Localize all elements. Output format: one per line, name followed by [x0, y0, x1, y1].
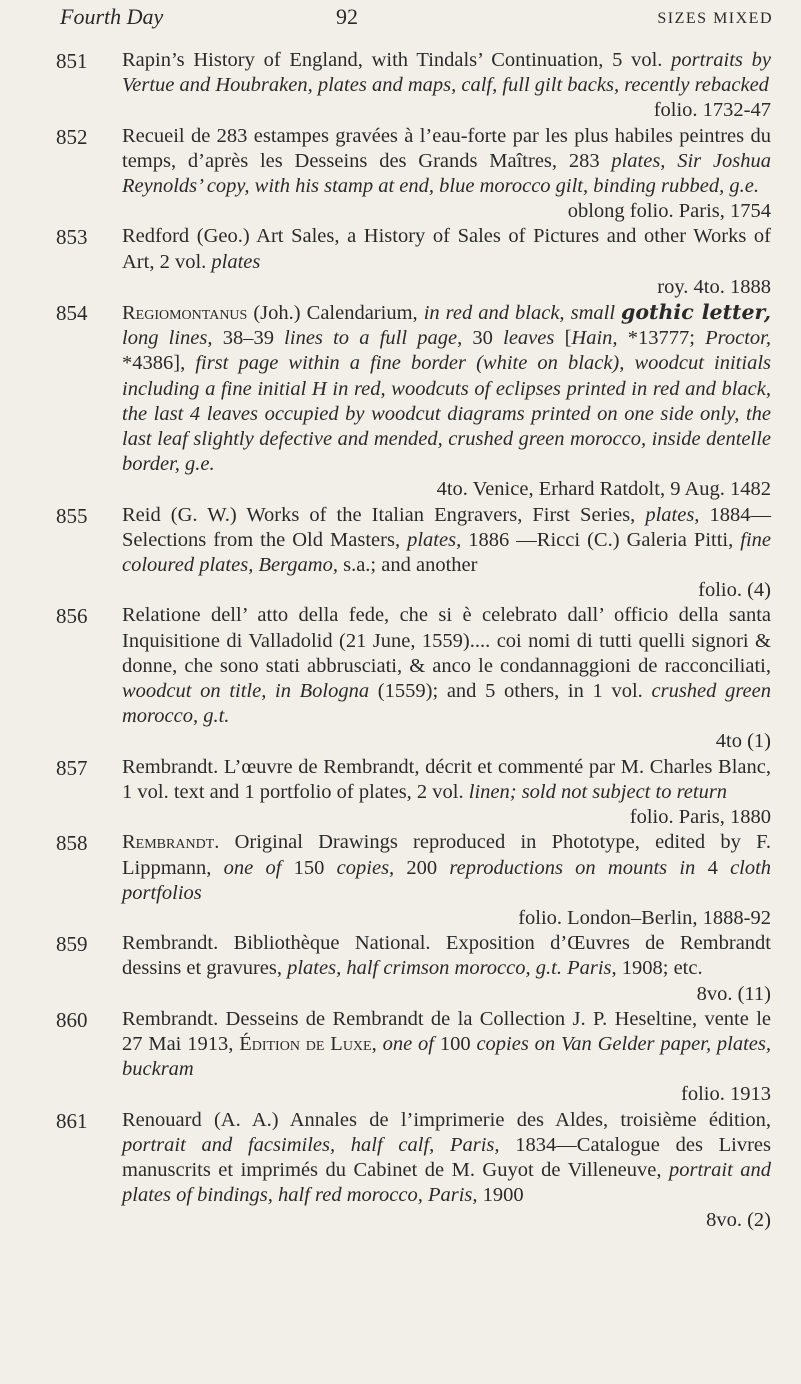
lot-text-segment: copies,: [336, 856, 407, 879]
lot-text-segment: plates,: [645, 503, 710, 526]
lot-description: [122, 603, 771, 754]
lot-text-segment: Rembrandt. L’œuvre de Rembrandt, décrit et commenté par M. Charles Blanc, 1 vol. text and 1 portfolio of plates, 2 vol.: [122, 755, 771, 803]
lot-number: 859: [56, 932, 88, 957]
lot-text-segment: portraits by Vertue and Houbraken, plates and maps, calf, full gilt backs, recently rebacked: [122, 49, 771, 97]
lot-text-segment: Relatione dell’ atto della fede, che si è celebrato dall’ officio della santa Inquisitione di Valladolid (21 June, 1559).... coi nomi di tutti quelli signori & donne, che sono stati abbrusciati, & anco le condannaggioni de racconciliati,: [122, 604, 771, 677]
lot-format-date: 8vo. (2): [706, 1209, 771, 1232]
lot-entry: [0, 1007, 801, 1108]
lot-text-segment: 1886 —Ricci (C.) Galeria Pitti,: [468, 528, 741, 551]
lot-text-segment: lines to a full page,: [284, 327, 473, 350]
lot-text-segment: (Joh.) Calendarium,: [247, 302, 424, 325]
lot-text-segment: Regiomontanus: [122, 302, 248, 325]
lot-number: 857: [56, 755, 88, 780]
lot-format-date: folio. 1732-47: [653, 99, 771, 122]
lot-format-date: oblong folio. Paris, 1754: [567, 200, 771, 223]
lot-number: 858: [56, 831, 88, 856]
lot-text-segment: crushed green morocco, g.t.: [122, 680, 771, 728]
lot-description: [122, 224, 771, 300]
lot-text-segment: in red and black, small: [423, 302, 622, 325]
lot-text-segment: Redford (Geo.) Art Sales, a History of Sales of Pictures and other Works of Art, 2 vol.: [122, 225, 771, 273]
lot-text-segment: *4386],: [122, 352, 196, 375]
running-head: [60, 4, 773, 36]
lot-text-segment: one of: [223, 856, 294, 879]
lot-text-segment: s.a.; and another: [343, 554, 478, 577]
lot-text-segment: copies on Van Gelder paper, plates, buckram: [122, 1032, 772, 1081]
lot-entry: [0, 603, 801, 754]
lot-text-segment: plates, half crimson morocco, g.t. Paris,: [287, 957, 622, 980]
lot-description: [122, 755, 771, 831]
lot-text-segment: portrait and facsimiles, half calf, Paris,: [122, 1133, 516, 1156]
lot-text-segment: first page within a fine border (white on black), woodcut initials including a fine initial H in red, woodcuts of eclipses printed in red and black, the last 4 leaves occupied by woodcut diagrams printed on one side only, the last leaf slightly defective and mended, crushed green morocco, inside dentelle border, g.e.: [122, 352, 771, 476]
lot-number: 860: [56, 1007, 88, 1032]
lot-format-date: folio. Paris, 1880: [629, 806, 771, 829]
lot-text-segment: Recueil de 283 estampes gravées à l’eau-forte par les plus habiles peintres du temps, d’après les Desseins des Grands Maîtres, 283: [122, 124, 771, 172]
lot-text-segment: Rapin’s History of England, with Tindals’ Continuation, 5 vol.: [122, 49, 672, 71]
lot-text-segment: [: [554, 327, 572, 350]
lot-number: 861: [56, 1108, 88, 1133]
lot-entry: [0, 755, 801, 831]
lot-number: 854: [56, 301, 88, 326]
lot-text-segment: 1834—Catalogue des Livres manuscrits et imprimés du Cabinet de M. Guyot de Villeneuve,: [122, 1133, 772, 1181]
lot-text-segment: Original Drawings reproduced in Phototype, edited by F. Lippmann,: [122, 831, 771, 879]
lot-text-segment: 100: [439, 1032, 477, 1055]
lot-entry: [0, 1108, 801, 1234]
lot-text-segment: plates: [211, 250, 261, 273]
lot-entry: [0, 931, 801, 1007]
running-head-right: SIZES MIXED: [657, 10, 773, 27]
lot-description: [122, 300, 771, 503]
lot-format-date: folio. (4): [698, 579, 771, 602]
lot-number: 855: [56, 503, 88, 528]
lot-text-segment: cloth portfolios: [122, 856, 772, 904]
lot-description: [122, 1108, 771, 1234]
lot-entries: [0, 48, 801, 1234]
lot-entry: [0, 224, 801, 300]
lot-text-segment: 1884—Selections from the Old Masters,: [122, 503, 772, 551]
lot-text-segment: plates,: [611, 149, 678, 172]
lot-text-segment: Proctor,: [705, 327, 772, 350]
lot-number: 852: [56, 124, 88, 149]
lot-text-segment: leaves: [503, 327, 555, 350]
lot-text-segment: portrait and plates of bindings, half red morocco, Paris,: [122, 1158, 771, 1207]
lot-description: [122, 931, 771, 1007]
page-number: 92: [336, 4, 358, 29]
lot-text-segment: 1900: [482, 1184, 524, 1207]
lot-text-segment: (1559); and 5 others, in 1 vol.: [377, 680, 652, 703]
lot-entry: [0, 830, 801, 931]
lot-entry: [0, 503, 801, 604]
lot-entry: [0, 48, 801, 124]
lot-format-date: 4to (1): [715, 730, 771, 753]
lot-text-segment: 200: [406, 856, 450, 879]
lot-text-segment: Renouard (A. A.) Annales de l’imprimerie des Aldes, troisième édition,: [122, 1108, 771, 1131]
lot-text-segment: plates,: [407, 528, 469, 551]
lot-description: [122, 830, 771, 931]
lot-text-segment: gothic letter,: [621, 300, 771, 325]
lot-text-segment: long lines,: [122, 327, 223, 350]
lot-text-segment: 150: [293, 856, 337, 879]
lot-text-segment: Édition de Luxe,: [239, 1032, 377, 1055]
lot-text-segment: copy, with his stamp at end, blue morocco gilt, binding rubbed, g.e.: [206, 175, 759, 198]
lot-number: 853: [56, 225, 88, 250]
lot-description: [122, 48, 771, 124]
running-head-left: Fourth Day: [60, 4, 164, 29]
lot-format-date: roy. 4to. 1888: [657, 275, 771, 298]
lot-text-segment: Hain,: [571, 327, 618, 350]
lot-entry: [0, 124, 801, 225]
lot-text-segment: Rembrandt. Desseins de Rembrandt de la Collection J. P. Heseltine, vente le 27 Mai 1913,: [122, 1007, 771, 1055]
lot-text-segment: *13777;: [617, 327, 706, 350]
lot-format-date: folio. London–Berlin, 1888-92: [518, 906, 771, 929]
lot-text-segment: Rembrandt.: [122, 831, 220, 854]
lot-description: [122, 503, 771, 604]
lot-text-segment: 30: [472, 327, 504, 350]
lot-text-segment: Reid (G. W.) Works of the Italian Engravers, First Series,: [122, 503, 646, 526]
lot-text-segment: 1908; etc.: [621, 957, 703, 980]
lot-text-segment: 4: [707, 856, 731, 879]
lot-text-segment: linen; sold not subject to return: [468, 780, 728, 803]
lot-text-segment: reproductions on mounts in: [449, 856, 708, 879]
lot-format-date: 4to. Venice, Erhard Ratdolt, 9 Aug. 1482: [436, 478, 771, 501]
lot-text-segment: fine coloured plates, Bergamo,: [122, 528, 772, 577]
lot-text-segment: Rembrandt. Bibliothèque National. Exposition d’Œuvres de Rembrandt dessins et gravures,: [122, 932, 771, 980]
lot-text-segment: 38–39: [222, 327, 285, 350]
lot-description: [122, 124, 771, 225]
lot-text-segment: woodcut on title, in Bologna: [122, 680, 378, 703]
lot-number: 851: [56, 49, 88, 73]
lot-entry: [0, 300, 801, 503]
lot-format-date: folio. 1913: [681, 1083, 771, 1106]
lot-text-segment: one of: [376, 1032, 440, 1055]
lot-number: 856: [56, 604, 88, 629]
lot-description: [122, 1007, 771, 1108]
lot-format-date: 8vo. (11): [696, 982, 771, 1005]
lot-text-segment: Sir Joshua Reynolds’: [122, 149, 771, 198]
